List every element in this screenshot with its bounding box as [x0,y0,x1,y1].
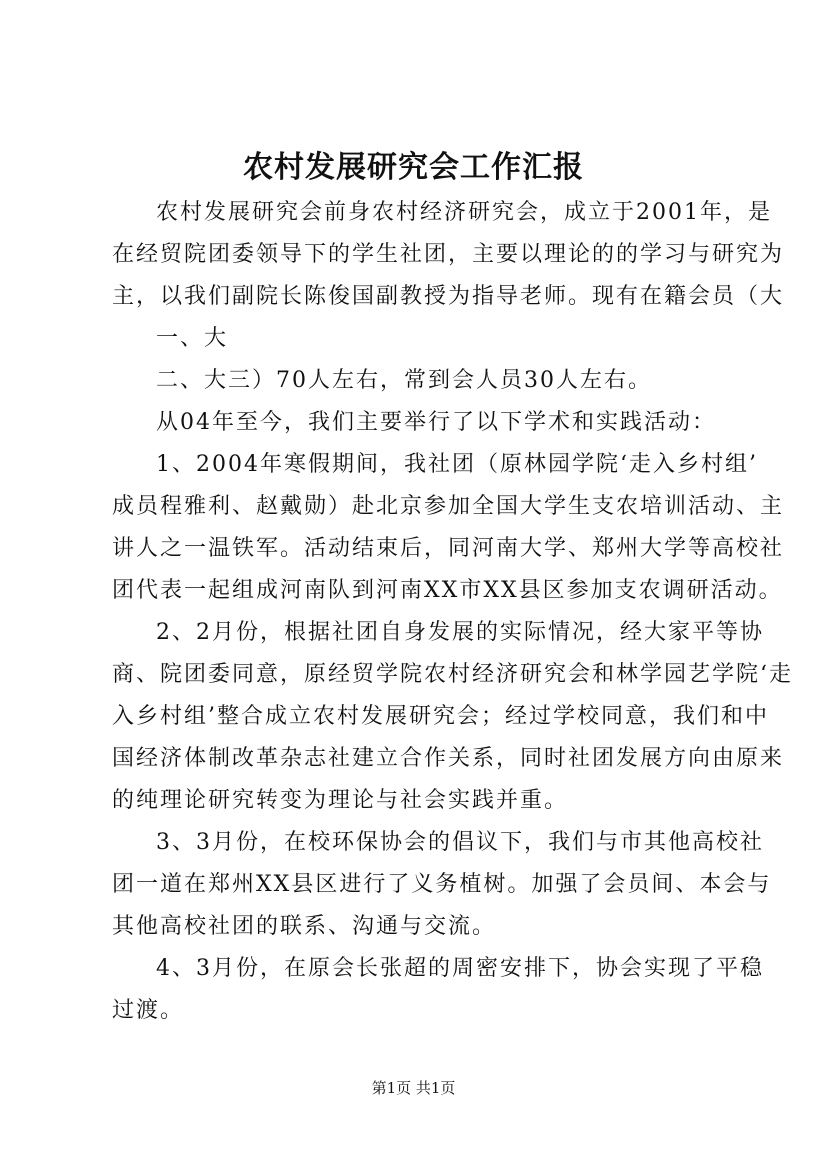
document-title: 农村发展研究会工作汇报 [243,150,584,185]
paragraph-line: 其他高校社团的联系、沟通与交流。 [112,914,497,939]
paragraph-line: 过渡。 [112,998,185,1023]
paragraph-line: 从04年至今，我们主要举行了以下学术和实践活动： [156,410,716,435]
paragraph-line: 一、大 [156,326,229,351]
paragraph-line: 成员程雅利、赵戴勋）赴北京参加全国大学生支农培训活动、主 [112,494,785,519]
paragraph-line: 3、3月份，在校环保协会的倡议下，我们与市其他高校社 [156,830,764,855]
paragraph-line: 主，以我们副院长陈俊国副教授为指导老师。现有在籍会员（大 [112,284,785,309]
paragraph-line: 2、2月份，根据社团自身发展的实际情况，经大家平等协 [156,620,764,645]
paragraph-line: 团一道在郑州XX县区进行了义务植树。加强了会员间、本会与 [112,872,772,897]
paragraph-line: 商、院团委同意，原经贸学院农村经济研究会和林学园艺学院‘走 [112,662,793,687]
paragraph-line: 二、大三）70人左右，常到会人员30人左右。 [156,368,652,393]
paragraph-line: 在经贸院团委领导下的学生社团，主要以理论的的学习与研究为 [112,242,785,267]
paragraph-line: 的纯理论研究转变为理论与社会实践并重。 [112,788,569,813]
paragraph-line: 入乡村组’整合成立农村发展研究会；经过学校同意，我们和中 [112,704,769,729]
paragraph-line: 讲人之一温铁军。活动结束后，同河南大学、郑州大学等高校社 [112,536,785,561]
page-footer: 第1页 共1页 [371,1079,456,1097]
paragraph-line: 1、2004年寒假期间，我社团（原林园学院‘走入乡村组’ [156,452,758,477]
paragraph-line: 农村发展研究会前身农村经济研究会，成立于2001年，是 [156,200,772,225]
paragraph-line: 4、3月份，在原会长张超的周密安排下，协会实现了平稳 [156,956,764,981]
paragraph-line: 团代表一起组成河南队到河南XX市XX县区参加支农调研活动。 [112,578,783,603]
paragraph-line: 国经济体制改革杂志社建立合作关系，同时社团发展方向由原来 [112,746,785,771]
